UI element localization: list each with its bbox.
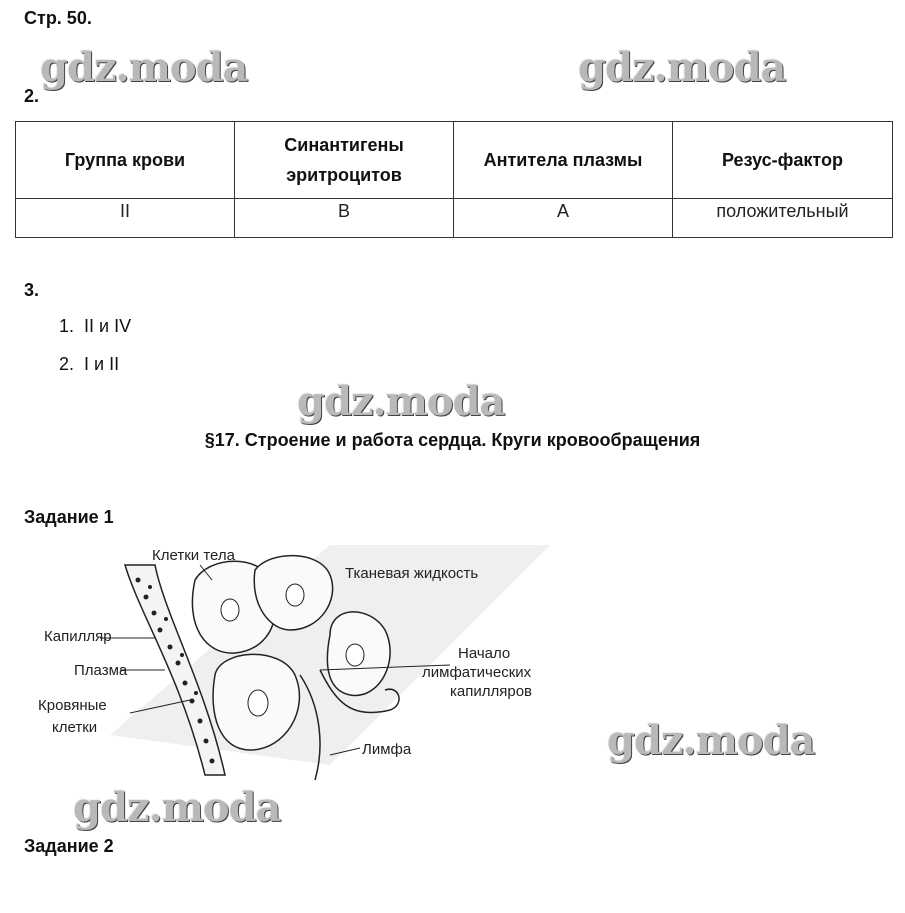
label-lymph: Лимфа <box>362 741 412 758</box>
list-item-number: 2. <box>59 354 75 374</box>
label-lymph-start-line3: капилляров <box>450 683 533 700</box>
cell-nucleus <box>248 690 268 716</box>
header-rh-factor: Резус-фактор <box>673 122 893 199</box>
page-reference: Стр. 50. <box>24 8 92 28</box>
cell-rh-factor: положительный <box>673 199 893 238</box>
assignment-2-title: Задание 2 <box>24 836 114 856</box>
assignment-1-title: Задание 1 <box>24 507 114 527</box>
label-capillary: Капилляр <box>44 628 112 645</box>
header-blood-group: Группа крови <box>16 122 235 199</box>
cell-nucleus <box>286 584 304 606</box>
label-blood-cells-line1: Кровяные <box>38 697 107 714</box>
watermark: gdz.moda <box>578 44 786 91</box>
watermark: gdz.moda <box>297 378 505 425</box>
list-item <box>59 354 119 375</box>
header-antibodies: Антитела плазмы <box>454 122 673 199</box>
table-row <box>16 199 893 238</box>
task-2-number: 2. <box>24 86 40 106</box>
lymph-formation-diagram <box>30 535 570 795</box>
label-lymph-start-line1: Начало <box>458 645 511 662</box>
task-3-number: 3. <box>24 280 40 300</box>
watermark: gdz.moda <box>40 44 248 91</box>
label-lymph-start-line2: лимфатических <box>422 664 532 681</box>
watermark: gdz.moda <box>607 717 815 764</box>
list-item-text: II и IV <box>84 316 132 336</box>
label-plasma: Плазма <box>74 662 128 679</box>
cell-nucleus <box>221 599 239 621</box>
label-tissue-fluid: Тканевая жидкость <box>345 565 479 582</box>
cell-antigens: B <box>235 199 454 238</box>
blood-group-table <box>15 121 893 238</box>
header-antigens: Синантигены эритроцитов <box>235 122 454 199</box>
section-heading: §17. Строение и работа сердца. Круги кровообращения <box>204 430 701 450</box>
list-item <box>59 316 131 337</box>
watermark: gdz.moda <box>73 784 281 831</box>
table-header-row <box>16 122 893 199</box>
cell-blood-group: II <box>16 199 235 238</box>
list-item-text: I и II <box>84 354 120 374</box>
label-blood-cells-line2: клетки <box>52 719 98 736</box>
cell-nucleus <box>346 644 364 666</box>
cell-antibodies: A <box>454 199 673 238</box>
list-item-number: 1. <box>59 316 75 336</box>
label-body-cells: Клетки тела <box>152 547 235 564</box>
